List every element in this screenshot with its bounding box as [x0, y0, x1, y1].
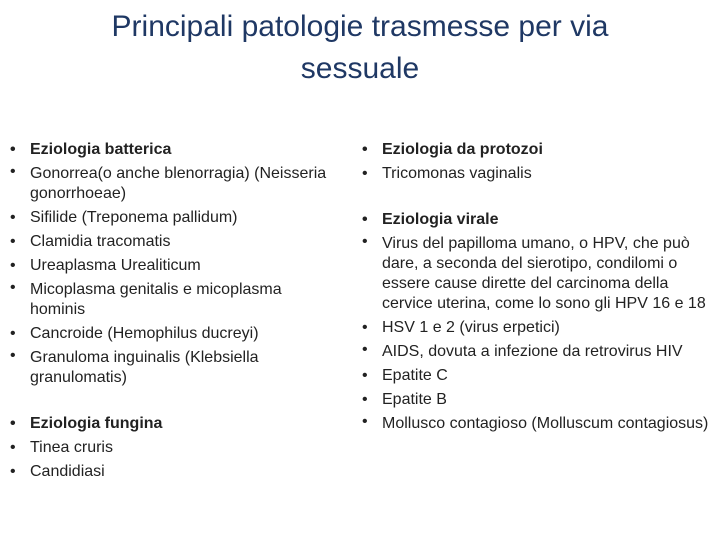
- list-item: • Epatite B: [362, 388, 718, 412]
- bacterial-list: [10, 138, 330, 390]
- list-item: • Candidiasi: [10, 460, 330, 484]
- right-column: [362, 138, 718, 436]
- heading-bacterial: • Eziologia batterica: [10, 138, 330, 162]
- heading-viral: • Eziologia virale: [362, 208, 718, 232]
- list-item: • Micoplasma genitalis e micoplasma hominis: [10, 278, 330, 322]
- list-item: • Epatite C: [362, 364, 718, 388]
- list-item: • Gonorrea(o anche blenorragia) (Neisseria gonorrhoeae): [10, 162, 330, 206]
- viral-list: [362, 208, 718, 436]
- heading-protozoa: • Eziologia da protozoi: [362, 138, 718, 162]
- slide-title: Principali patologie trasmesse per via sessuale: [111, 10, 609, 85]
- list-item: • Clamidia tracomatis: [10, 230, 330, 254]
- list-item: • Virus del papilloma umano, o HPV, che può dare, a seconda del sierotipo, condilomi o essere cause dirette del carcinoma della cervice uterina, come lo sono gli HPV 16 e 18: [362, 232, 718, 316]
- list-item: • Cancroide (Hemophilus ducreyi): [10, 322, 330, 346]
- left-column: [10, 138, 330, 484]
- protozoa-list: [362, 138, 718, 186]
- list-item: • Ureaplasma Urealiticum: [10, 254, 330, 278]
- list-item: • Tinea cruris: [10, 436, 330, 460]
- list-item: • HSV 1 e 2 (virus erpetici): [362, 316, 718, 340]
- fungal-list: [10, 412, 330, 484]
- list-item: • Sifilide (Treponema pallidum): [10, 206, 330, 230]
- list-item: • Granuloma inguinalis (Klebsiella granulomatis): [10, 346, 330, 390]
- list-item: • Tricomonas vaginalis: [362, 162, 718, 186]
- heading-fungal: • Eziologia fungina: [10, 412, 330, 436]
- list-item: • Mollusco contagioso (Molluscum contagiosus): [362, 412, 718, 436]
- list-item: • AIDS, dovuta a infezione da retrovirus HIV: [362, 340, 718, 364]
